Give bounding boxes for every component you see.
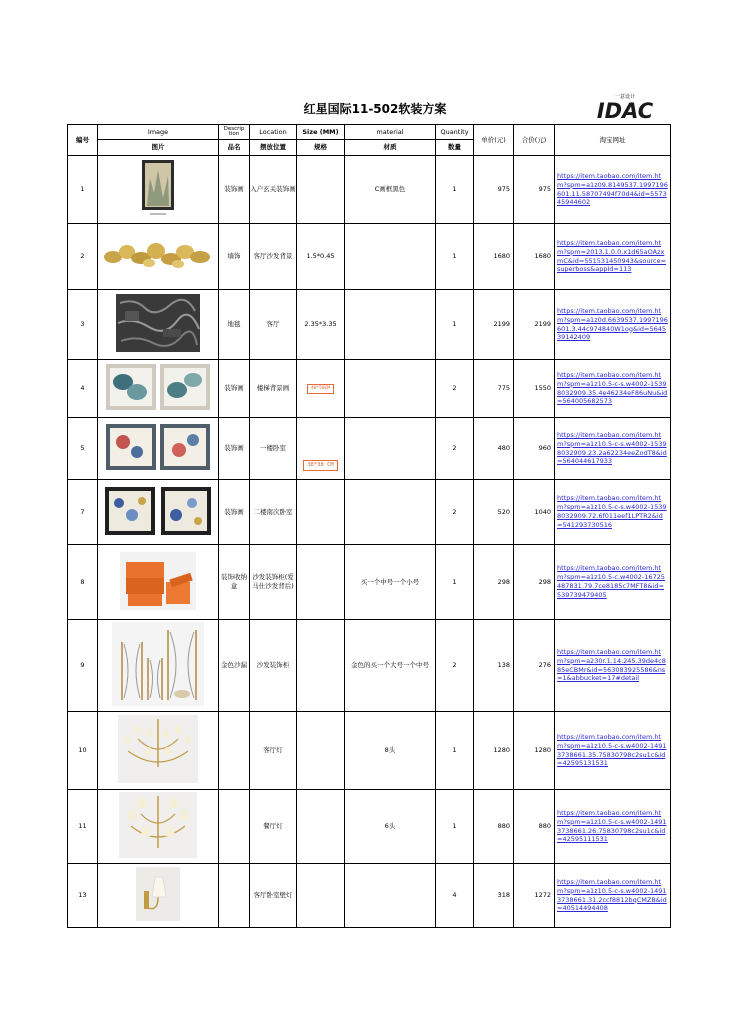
product-link[interactable]: https://item.taobao.com/item.htm?spm=a1z10.5-c-s.w4002-15398032909.23.2a62234eeZodT8&id=564044617933 <box>555 418 671 480</box>
product-image <box>98 290 219 360</box>
cell-material: 买一个中号一个小号 <box>345 545 436 620</box>
cell-qty: 1 <box>436 224 474 290</box>
product-link[interactable]: https://item.taobao.com/item.htm?spm=a1z10.5-c.w4002-16725487831.79.7ce8185c7MFT8&id=539739479405 <box>555 545 671 620</box>
header-material-en: material <box>345 125 436 140</box>
cell-location: 二楼南次卧室 <box>250 480 297 545</box>
cell-qty: 2 <box>436 418 474 480</box>
cell-size <box>297 864 345 928</box>
product-link[interactable]: https://item.taobao.com/item.htm?spm=a1z10.5-c-s.w4002-14913738661.31.2ccf8812bqCMZB&id=40514494408 <box>555 864 671 928</box>
header-qty-cn: 数量 <box>436 140 474 156</box>
header-size-cn: 规格 <box>297 140 345 156</box>
painting-pair-image <box>104 485 212 537</box>
cell-total: 1040 <box>514 480 555 545</box>
cell-material <box>345 418 436 480</box>
cell-material <box>345 864 436 928</box>
cell-size: 2.35*3.35 <box>297 290 345 360</box>
page-title: 红星国际11-502软装方案 <box>303 102 447 116</box>
table-row <box>68 712 671 790</box>
cell-name <box>219 712 250 790</box>
cell-total: 960 <box>514 418 555 480</box>
cell-qty: 2 <box>436 620 474 712</box>
cell-total: 880 <box>514 790 555 864</box>
cell-qty: 1 <box>436 712 474 790</box>
cell-material <box>345 290 436 360</box>
cell-no: 4 <box>68 360 98 418</box>
cell-size <box>297 790 345 864</box>
painting-pair-image <box>105 362 211 412</box>
cell-name: 装饰画 <box>219 156 250 224</box>
header-total-price: 合价(元) <box>514 125 555 156</box>
cell-size: 1.5*0.45 <box>297 224 345 290</box>
cell-total: 1550 <box>514 360 555 418</box>
cell-price: 975 <box>474 156 514 224</box>
cell-material: 金色的买一个大号一个中号 <box>345 620 436 712</box>
product-image <box>98 480 219 545</box>
header-image-cn: 图片 <box>98 140 219 156</box>
cell-location: 客厅卧室壁灯 <box>250 864 297 928</box>
table-row <box>68 360 671 418</box>
cell-no: 13 <box>68 864 98 928</box>
header-material-cn: 材质 <box>345 140 436 156</box>
wall-lamp-image <box>136 867 180 921</box>
cell-name: 墙饰 <box>219 224 250 290</box>
product-link[interactable]: https://item.taobao.com/item.htm?spm=2013.1.0.0.x1d65aOAzxmC&id=551531450943&source=superboss&appId=113 <box>555 224 671 290</box>
cell-qty: 2 <box>436 360 474 418</box>
header-desc-cn: 品名 <box>219 140 250 156</box>
cell-material: 6头 <box>345 790 436 864</box>
product-link[interactable]: https://item.taobao.com/item.htm?spm=a1z09.8149537.1997196601.11.58707494f70d4&id=557345944602 <box>555 156 671 224</box>
header-desc-en: Descrip tion <box>219 125 250 140</box>
cell-no: 1 <box>68 156 98 224</box>
cell-material <box>345 224 436 290</box>
cell-location: 沙发装饰柜(爱马仕沙发背后) <box>250 545 297 620</box>
cell-size <box>297 360 345 418</box>
cell-total: 1272 <box>514 864 555 928</box>
product-link[interactable]: https://item.taobao.com/item.htm?spm=a230r.1.14.245.39de4c885eCBMr&id=563083925586&ns=1&abbucket=17#detail <box>555 620 671 712</box>
cell-name <box>219 790 250 864</box>
cell-qty: 1 <box>436 545 474 620</box>
cell-total: 1280 <box>514 712 555 790</box>
product-link[interactable]: https://item.taobao.com/item.htm?spm=a1z10.5-c-s.w4002-15398032909.35.4e46234eF86uNu&id=564005682573 <box>555 360 671 418</box>
cell-price: 1680 <box>474 224 514 290</box>
cell-qty: 4 <box>436 864 474 928</box>
cell-name: 装饰收纳盒 <box>219 545 250 620</box>
table-row <box>68 620 671 712</box>
table-row <box>68 224 671 290</box>
cell-qty: 1 <box>436 790 474 864</box>
cell-size <box>297 620 345 712</box>
cell-location: 餐厅灯 <box>250 790 297 864</box>
table-row <box>68 418 671 480</box>
cell-material: 8头 <box>345 712 436 790</box>
cell-location: 入户玄关装饰画 <box>250 156 297 224</box>
cell-no: 11 <box>68 790 98 864</box>
rug-image <box>115 293 201 353</box>
table-row <box>68 290 671 360</box>
cell-price: 480 <box>474 418 514 480</box>
cell-name: 地毯 <box>219 290 250 360</box>
cell-no: 5 <box>68 418 98 480</box>
cell-location: 楼梯背景画 <box>250 360 297 418</box>
table-row <box>68 156 671 224</box>
header-location-en: Location <box>250 125 297 140</box>
hourglass-image <box>112 622 204 706</box>
chandelier-image <box>118 715 198 783</box>
product-link[interactable]: https://item.taobao.com/item.htm?spm=a1z10.5-c-s.w4002-14913738661.26.75830798c2su1c&id=42595111531 <box>555 790 671 864</box>
cell-material <box>345 360 436 418</box>
cell-no: 8 <box>68 545 98 620</box>
cell-name: 装饰画 <box>219 418 250 480</box>
cell-price: 298 <box>474 545 514 620</box>
cell-location: 沙发装饰柜 <box>250 620 297 712</box>
cell-no: 7 <box>68 480 98 545</box>
cell-size <box>297 480 345 545</box>
cell-total: 298 <box>514 545 555 620</box>
cell-name: 金色沙漏 <box>219 620 250 712</box>
product-image <box>98 864 219 928</box>
cell-size <box>297 418 345 480</box>
cell-name <box>219 864 250 928</box>
header-url: 淘宝网址 <box>555 125 671 156</box>
cell-location: 一楼卧室 <box>250 418 297 480</box>
logo-small-text: 一意设计 <box>614 94 636 100</box>
product-image <box>98 418 219 480</box>
cell-location: 客厅 <box>250 290 297 360</box>
cell-size <box>297 156 345 224</box>
orange-storage-box-image <box>120 552 196 610</box>
cell-no: 2 <box>68 224 98 290</box>
cell-qty: 1 <box>436 156 474 224</box>
logo-big-text: IDAC <box>596 99 654 120</box>
cell-name: 装饰画 <box>219 360 250 418</box>
product-link[interactable]: https://item.taobao.com/item.htm?spm=a1z0d.6639537.1997196601.3.44c974840W1og&id=564539142409 <box>555 290 671 360</box>
cell-price: 775 <box>474 360 514 418</box>
painting-pair-image <box>105 422 211 472</box>
cell-qty: 2 <box>436 480 474 545</box>
size-tag: 40*50CM <box>307 384 334 394</box>
cell-size <box>297 545 345 620</box>
cell-no: 9 <box>68 620 98 712</box>
cell-price: 1280 <box>474 712 514 790</box>
cell-no: 10 <box>68 712 98 790</box>
header-image-en: Image <box>98 125 219 140</box>
brand-logo <box>592 92 658 120</box>
cell-no: 3 <box>68 290 98 360</box>
cell-total: 2199 <box>514 290 555 360</box>
product-link[interactable]: https://item.taobao.com/item.htm?spm=a1z10.5-c-s.w4002-15398032909.72.6f011eef1LPTR2&id=541293730516 <box>555 480 671 545</box>
header-qty-en: Quantity <box>436 125 474 140</box>
framed-painting-image <box>138 158 178 218</box>
size-tag: 38*38 CM <box>303 460 338 471</box>
chandelier-image <box>119 792 197 858</box>
table-row <box>68 864 671 928</box>
product-table <box>67 124 671 928</box>
table-row <box>68 790 671 864</box>
product-image <box>98 156 219 224</box>
product-image <box>98 545 219 620</box>
cell-material <box>345 480 436 545</box>
header-no: 编号 <box>68 125 98 156</box>
cell-total: 276 <box>514 620 555 712</box>
cell-qty: 1 <box>436 290 474 360</box>
product-image <box>98 790 219 864</box>
product-image <box>98 360 219 418</box>
cell-location: 客厅灯 <box>250 712 297 790</box>
product-image <box>98 224 219 290</box>
header-location-cn: 摆放位置 <box>250 140 297 156</box>
cell-material: C画框黑色 <box>345 156 436 224</box>
cell-size <box>297 712 345 790</box>
cell-price: 138 <box>474 620 514 712</box>
cell-price: 318 <box>474 864 514 928</box>
cell-total: 975 <box>514 156 555 224</box>
header-size-en: Size (MM) <box>297 125 345 140</box>
cell-price: 520 <box>474 480 514 545</box>
table-row <box>68 480 671 545</box>
table-row <box>68 545 671 620</box>
product-image <box>98 712 219 790</box>
cell-location: 客厅沙发背景 <box>250 224 297 290</box>
header-unit-price: 单价(元) <box>474 125 514 156</box>
product-image <box>98 620 219 712</box>
cell-total: 1680 <box>514 224 555 290</box>
cell-price: 2199 <box>474 290 514 360</box>
cell-name: 装饰画 <box>219 480 250 545</box>
gold-wall-decor-image <box>101 237 215 273</box>
cell-price: 880 <box>474 790 514 864</box>
product-link[interactable]: https://item.taobao.com/item.htm?spm=a1z10.5-c-s.w4002-14913738661.35.75830798c2su1c&id=42595131531 <box>555 712 671 790</box>
